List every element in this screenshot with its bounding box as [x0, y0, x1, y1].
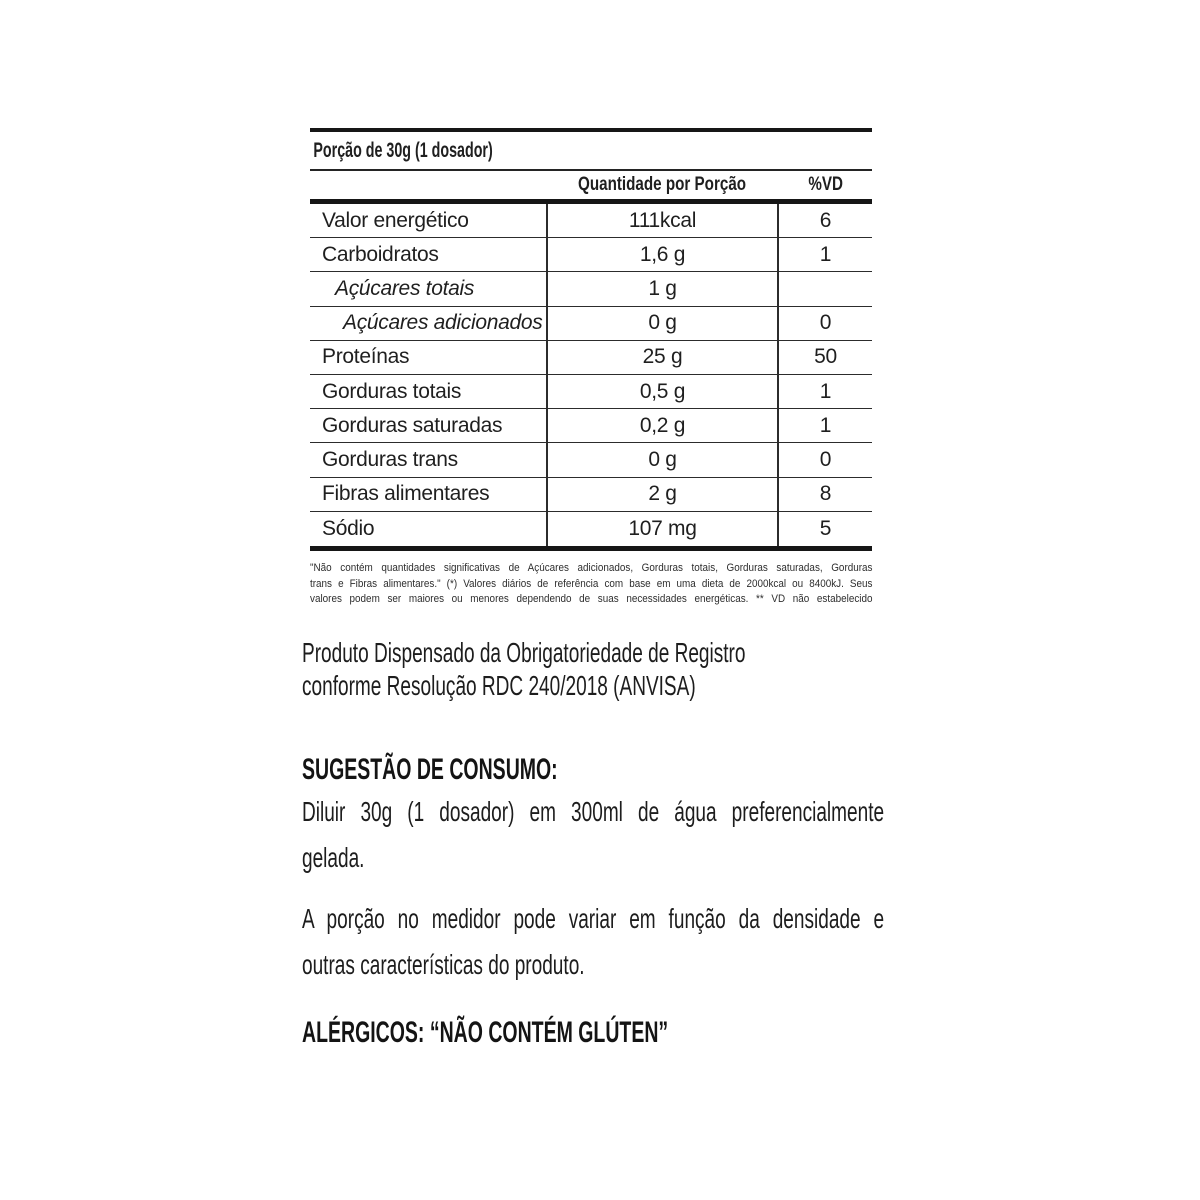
consumption-instructions — [302, 789, 884, 881]
nutrient-quantity: 0,5 g — [546, 375, 779, 408]
footnote-line: valores podem ser maiores ou menores dependendo de suas necessidades energéticas. ** VD não estabelecido — [310, 593, 873, 606]
nutrient-name: Carboidratos — [322, 242, 439, 266]
nutrient-dv: 1 — [819, 242, 832, 266]
nutrient-quantity: 1,6 g — [546, 238, 779, 271]
nutrient-name: Gorduras trans — [322, 447, 458, 471]
table-row — [310, 478, 872, 512]
footnote-line: trans e Fibras alimentares." (*) Valores diários de referência com base em uma dieta de 2000kcal ou 8400kJ. Seus — [310, 577, 873, 590]
table-row — [310, 272, 872, 306]
scoop-note-line: outras características do produto. — [302, 949, 585, 980]
allergen-statement: ALÉRGICOS: “NÃO CONTÉM GLÚTEN” — [302, 1016, 669, 1049]
table-footnote — [310, 561, 873, 608]
footnote-line: "Não contém quantidades significativas de Açúcares adicionados, Gorduras totais, Gorduras saturadas, Gorduras — [310, 562, 873, 574]
nutrition-table — [310, 128, 872, 551]
nutrient-dv: 0 — [819, 447, 832, 471]
registration-note — [302, 637, 745, 702]
nutrient-dv: 8 — [819, 482, 832, 506]
nutrient-dv — [779, 272, 872, 305]
nutrient-quantity: 0 g — [546, 443, 779, 476]
nutrient-quantity: 2 g — [546, 478, 779, 511]
nutrient-name: Gorduras saturadas — [322, 413, 503, 437]
nutrient-quantity: 0 g — [546, 307, 779, 340]
scoop-variation-note — [302, 896, 884, 988]
table-row — [310, 238, 872, 272]
instructions-line: gelada. — [302, 842, 365, 873]
nutrient-name: Gorduras totais — [322, 379, 462, 403]
nutrient-name: Fibras alimentares — [322, 482, 490, 506]
scoop-note-line: A porção no medidor pode variar em função da densidade e — [302, 903, 885, 934]
nutrient-dv: 50 — [814, 345, 837, 369]
table-row — [310, 204, 872, 238]
column-header-vd: %VD — [808, 174, 843, 195]
table-row — [310, 307, 872, 341]
instructions-line: Diluir 30g (1 dosador) em 300ml de água preferencialmente — [302, 796, 885, 827]
nutrient-quantity: 0,2 g — [546, 409, 779, 442]
table-row — [310, 375, 872, 409]
column-header-quantity: Quantidade por Porção — [578, 174, 747, 195]
nutrient-dv: 1 — [819, 379, 832, 403]
table-body — [310, 204, 872, 551]
nutrient-quantity: 1 g — [546, 272, 779, 305]
table-row — [310, 341, 872, 375]
table-header-row — [310, 171, 872, 204]
nutrient-quantity: 111kcal — [546, 204, 779, 237]
nutrient-name: Sódio — [322, 516, 375, 540]
serving-size: Porção de 30g (1 dosador) — [313, 138, 493, 162]
nutrient-quantity: 25 g — [546, 341, 779, 374]
registration-line: conforme Resolução RDC 240/2018 (ANVISA) — [302, 669, 696, 701]
table-row — [310, 443, 872, 477]
nutrient-quantity: 107 mg — [546, 512, 779, 546]
nutrient-name: Proteínas — [322, 345, 410, 369]
nutrient-dv: 5 — [819, 516, 832, 540]
nutrient-name: Açúcares adicionados — [343, 311, 543, 335]
table-row — [310, 409, 872, 443]
table-row — [310, 512, 872, 546]
serving-size-row — [310, 132, 872, 171]
nutrient-dv: 6 — [819, 208, 832, 232]
nutrient-dv: 1 — [819, 413, 832, 437]
nutrient-name: Açúcares totais — [335, 276, 475, 300]
nutrient-name: Valor energético — [322, 208, 469, 232]
registration-line: Produto Dispensado da Obrigatoriedade de Registro — [302, 637, 746, 668]
nutrient-dv: 0 — [819, 311, 832, 335]
consumption-heading: SUGESTÃO DE CONSUMO: — [302, 753, 558, 786]
